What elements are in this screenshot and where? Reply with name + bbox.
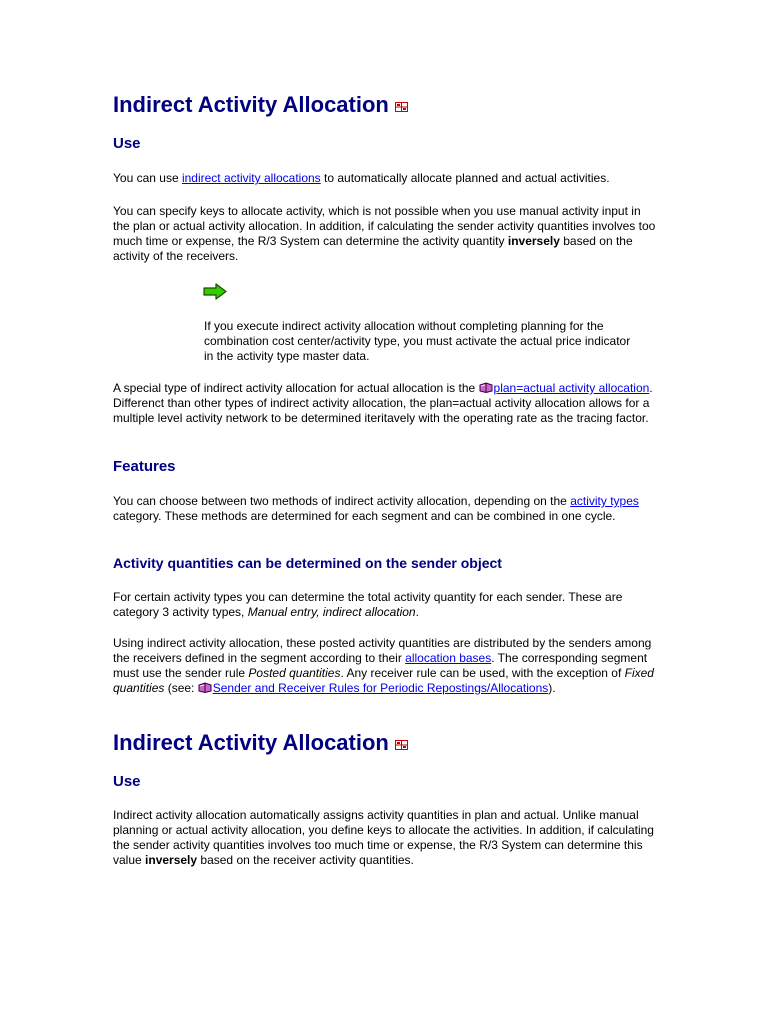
text: based on the receiver activity quantities. <box>197 853 414 867</box>
sender-receiver-rules-link[interactable]: Sender and Receiver Rules for Periodic Repostings/Allocations <box>212 681 549 695</box>
use-paragraph-2 <box>113 204 658 264</box>
page-title <box>113 91 408 118</box>
text: . Differenct than other types of indirect activity allocation, the plan=actual activity allocation allows for a multiple level activity network to be determined iteritavely with the operating rate as the tracing factor. <box>113 381 653 425</box>
structure-icon[interactable] <box>395 740 408 750</box>
text: . Any receiver rule can be used, with the exception of <box>340 666 625 680</box>
indirect-activity-allocations-link[interactable]: indirect activity allocations <box>181 171 321 185</box>
text: You can specify keys to allocate activity, which is not possible when you use manual activity input in the plan or actual activity allocation. In addition, if calculating the sender activity quantities involves too much time or expense, the R/3 System can determine the activity quantity <box>113 204 656 248</box>
text: . <box>415 605 419 619</box>
features-paragraph-1 <box>113 494 658 524</box>
use-paragraph-1 <box>113 171 658 186</box>
emphasis-inversely: inversely <box>507 234 560 248</box>
use-heading-2: Use <box>113 773 141 790</box>
page-title-text: Indirect Activity Allocation <box>113 92 389 118</box>
use-paragraph-3 <box>113 381 658 426</box>
green-right-arrow-icon <box>203 283 227 300</box>
emphasis-posted-quantities: Posted quantities <box>248 666 341 680</box>
plan-actual-activity-allocation-link[interactable]: plan=actual activity allocation <box>493 381 650 395</box>
activity-types-link[interactable]: activity types <box>570 494 639 508</box>
sender-object-subheading: Activity quantities can be determined on the sender object <box>113 555 502 571</box>
section-title <box>113 729 408 756</box>
text: Using indirect activity allocation, these posted activity quantities are distributed by the senders among the receivers defined in the segment according to their <box>113 636 652 665</box>
use-heading: Use <box>113 135 141 152</box>
text: (see: <box>164 681 198 695</box>
section-title-text: Indirect Activity Allocation <box>113 730 389 756</box>
features-heading: Features <box>113 458 176 475</box>
structure-icon[interactable] <box>395 102 408 112</box>
text: based on the activity of the receivers. <box>113 234 633 263</box>
text: category. These methods are determined for each segment and can be combined in one cycle. <box>113 509 616 523</box>
emphasis-inversely: inversely <box>145 853 198 867</box>
features-paragraph-3 <box>113 636 658 696</box>
text: Indirect activity allocation automatically assigns activity quantities in plan and actual. Unlike manual planning or actual activity allocation, you define keys to allocate the activities. In addition, if calculating the sender activity quantities involves too much time or expense, the R/3 System can determine this value <box>113 808 654 867</box>
book-icon[interactable] <box>479 382 493 393</box>
emphasis-fixed-quantities: Fixed quantities <box>113 666 654 695</box>
text: ). <box>548 681 556 695</box>
allocation-bases-link[interactable]: allocation bases <box>405 651 492 665</box>
text: A special type of indirect activity allocation for actual allocation is the <box>113 381 479 395</box>
text: You can choose between two methods of indirect activity allocation, depending on the <box>113 494 571 508</box>
note-text: If you execute indirect activity allocation without completing planning for the combination cost center/activity type, you must activate the actual price indicator in the activity type master data. <box>204 319 631 363</box>
text: For certain activity types you can determine the total activity quantity for each sender. These are category 3 activity types, <box>113 590 623 619</box>
text: to automatically allocate planned and actual activities. <box>320 171 610 185</box>
book-icon[interactable] <box>198 682 212 693</box>
text: . The corresponding segment must use the sender rule <box>113 651 648 680</box>
emphasis-manual-entry: Manual entry, indirect allocation <box>247 605 416 619</box>
text: You can use <box>113 171 182 185</box>
use-paragraph-4 <box>113 808 658 868</box>
features-paragraph-2 <box>113 590 658 620</box>
